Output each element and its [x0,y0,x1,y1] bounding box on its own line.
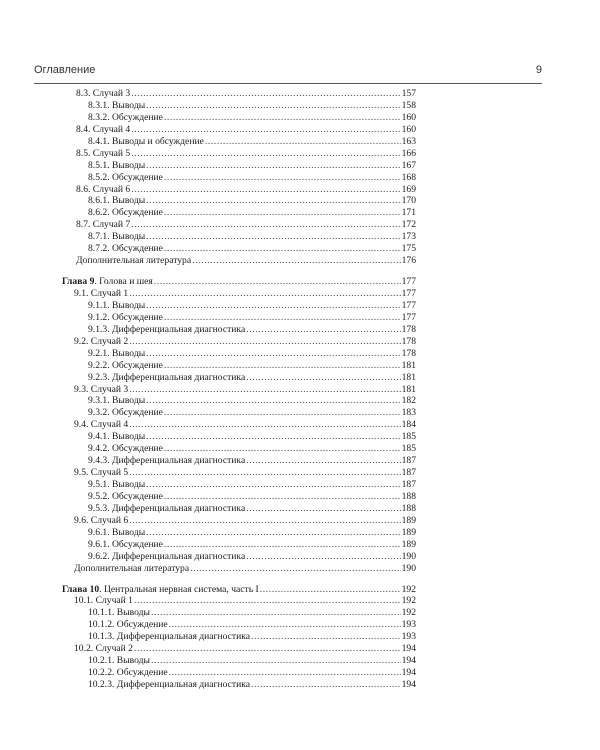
toc-entry[interactable] [62,312,416,324]
toc-entry-text: Дополнительная литература [76,255,192,267]
toc-page-number: 182 [401,395,416,407]
toc-page-number: 177 [401,311,416,323]
toc-page-number: 175 [401,243,416,255]
toc-entry[interactable] [62,407,416,419]
toc-entry-title [88,100,145,112]
dot-leader [164,443,401,455]
toc-entry-text: 8.5.1. Выводы [88,159,146,171]
toc-entry[interactable] [62,467,416,479]
toc-entry-text: 10.1.3. Дифференциальная диагностика [88,631,250,643]
toc-entry-text: 9.6.1. Выводы [88,526,146,538]
header-divider [34,83,542,84]
dot-leader [151,655,401,667]
dot-leader [164,112,401,124]
toc-entry-title [74,288,128,300]
toc-entry-text: 9.5.3. Дифференциальная диагностика [88,502,246,514]
toc-page-number: 190 [401,550,416,562]
toc-entry[interactable] [62,300,416,312]
toc-entry[interactable] [62,184,416,196]
toc-entry[interactable] [62,219,416,231]
toc-entry[interactable] [62,443,416,455]
page-number: 9 [535,64,542,76]
toc-entry-text: 9.5. Случай 5 [74,467,129,479]
dot-leader [146,479,400,491]
dot-leader [151,607,401,619]
toc-entry[interactable] [62,455,416,467]
toc-entry-text: 9.4.2. Обсуждение [88,443,163,455]
toc-entry[interactable] [62,243,416,255]
toc-entry[interactable] [62,631,416,643]
toc-page-number: 187 [401,479,416,490]
toc-page-number: 181 [401,359,416,371]
dot-leader [164,207,401,219]
toc-entry-title [74,563,189,575]
toc-entry-title [88,667,168,679]
toc-page-number: 188 [401,490,416,502]
toc-entry-text: 9.2.1. Выводы [88,347,146,359]
toc-entry-text: 9.3.1. Выводы [88,395,146,407]
dot-leader [246,551,400,563]
toc-entry-title [88,607,150,619]
toc-entry[interactable] [62,136,416,148]
toc-page-number: 189 [401,514,416,526]
toc-page-number: 194 [401,667,416,679]
toc-entry-text: 9.1.2. Обсуждение [88,311,163,323]
toc-chapter-entry[interactable] [62,584,416,596]
toc-entry[interactable] [62,503,416,515]
dot-leader [205,136,401,148]
table-of-contents [62,88,416,691]
toc-entry[interactable] [62,172,416,184]
toc-entry-title [88,136,204,148]
toc-entry[interactable] [62,607,416,619]
dot-leader [169,619,401,631]
toc-entry[interactable] [62,479,416,491]
toc-page-number: 193 [401,619,416,631]
toc-page-number: 166 [401,147,416,159]
toc-entry-text: 9.2.2. Обсуждение [88,359,163,371]
toc-entry-text: 9.3. Случай 3 [74,383,129,395]
toc-entry-title [88,300,145,312]
dot-leader [164,407,401,419]
dot-leader [129,515,400,527]
toc-page-number: 188 [401,502,416,514]
toc-entry-title [88,455,245,467]
running-header-title: Оглавление [34,64,96,76]
toc-entry-title [88,360,163,372]
toc-page-number: 192 [401,607,416,619]
dot-leader [131,124,400,136]
toc-entry-title [88,551,245,563]
toc-entry[interactable] [62,431,416,443]
toc-entry-title [88,631,250,643]
dot-leader [146,231,400,243]
toc-entry[interactable] [62,384,416,396]
dot-leader [164,539,401,551]
dot-leader [134,643,401,655]
toc-entry-title [88,491,163,503]
dot-leader [131,148,400,160]
toc-entry[interactable] [62,348,416,360]
toc-entry-text: 9.4. Случай 4 [74,419,129,431]
dot-leader [169,667,401,679]
toc-entry-text: 8.6.1. Выводы [88,195,146,207]
toc-entry-text: 9.2.3. Дифференциальная диагностика [88,371,246,383]
toc-entry-title [88,195,145,207]
dot-leader [134,595,401,607]
dot-leader [164,360,401,372]
toc-entry[interactable] [62,231,416,243]
dot-leader [192,255,400,267]
toc-entry[interactable] [62,112,416,124]
toc-entry[interactable] [62,563,416,575]
toc-page-number: 169 [401,183,416,195]
toc-entry-title [88,679,250,691]
toc-page-number: 168 [401,171,416,183]
toc-entry[interactable] [62,100,416,112]
toc-entry-text: 9.4.3. Дифференциальная диагностика [88,455,246,467]
toc-entry-text: 9.5.2. Обсуждение [88,490,163,502]
dot-leader [246,455,400,467]
toc-entry-title [76,219,130,231]
toc-entry-title [88,619,168,631]
dot-leader [146,300,400,312]
toc-entry-text: . Центральная нервная система, часть I [99,583,259,595]
toc-page-number: 192 [401,595,416,607]
toc-page-number: 193 [401,631,416,643]
toc-entry-title [88,112,163,124]
dot-leader [154,276,401,288]
toc-entry-title [62,276,153,288]
toc-page-number: 170 [401,195,416,207]
toc-entry-title [74,336,128,348]
toc-entry[interactable] [62,643,416,655]
dot-leader [246,324,400,336]
toc-entry-text: 10.1. Случай 1 [74,595,133,607]
toc-page-number: 178 [401,335,416,347]
toc-entry-text: 8.6.2. Обсуждение [88,207,163,219]
toc-entry-title [88,407,163,419]
toc-entry-text: 8.7.1. Выводы [88,231,146,243]
toc-entry[interactable] [62,195,416,207]
toc-entry[interactable] [62,515,416,527]
dot-leader [246,372,400,384]
dot-leader [146,160,400,172]
dot-leader [164,243,401,255]
dot-leader [131,219,400,231]
toc-page-number: 178 [401,323,416,335]
toc-entry-text: 8.6. Случай 6 [76,183,131,195]
toc-entry[interactable] [62,255,416,267]
chapter-spacer [62,575,416,584]
toc-entry-text: 8.4. Случай 4 [76,123,131,135]
toc-entry[interactable] [62,124,416,136]
dot-leader [251,631,401,643]
toc-entry-title [76,255,191,267]
toc-entry[interactable] [62,148,416,160]
toc-entry-text: 10.2.3. Дифференциальная диагностика [88,679,250,690]
toc-entry-text: Дополнительная литература [74,562,190,574]
chapter-label: Глава 9 [62,276,95,288]
toc-entry[interactable] [62,360,416,372]
toc-page-number: 157 [401,88,416,99]
toc-entry-title [88,539,163,551]
toc-page-number: 194 [401,643,416,655]
toc-page-number: 160 [401,111,416,123]
toc-entry-title [88,395,145,407]
toc-entry-title [88,160,145,172]
toc-entry-text: 8.7. Случай 7 [76,219,131,231]
toc-page-number: 189 [401,526,416,538]
toc-entry-text: 8.3.1. Выводы [88,99,146,111]
toc-entry-title [76,148,130,160]
toc-entry-text: 8.3. Случай 3 [76,88,131,99]
toc-entry[interactable] [62,679,416,691]
toc-entry-text: 9.1.1. Выводы [88,299,146,311]
toc-entry-title [88,503,245,515]
toc-page-number: 160 [401,123,416,135]
dot-leader [129,336,400,348]
toc-entry[interactable] [62,207,416,219]
toc-page-number: 171 [401,207,416,219]
toc-entry-text: 9.6.1. Обсуждение [88,538,163,550]
toc-page-number: 172 [401,219,416,231]
toc-entry-title [88,655,150,667]
toc-entry-text: 8.4.1. Выводы и обсуждение [88,135,204,147]
toc-entry-text: 9.3.2. Обсуждение [88,407,163,419]
toc-entry-text: 8.7.2. Обсуждение [88,243,163,255]
toc-chapter-entry[interactable] [62,276,416,288]
toc-page-number: 194 [401,679,416,690]
toc-page-number: 190 [401,562,416,574]
dot-leader [129,419,400,431]
toc-entry[interactable] [62,395,416,407]
dot-leader [190,563,400,575]
toc-page-number: 192 [401,583,416,595]
toc-entry[interactable] [62,336,416,348]
toc-entry[interactable] [62,539,416,551]
dot-leader [246,503,400,515]
toc-entry-title [88,348,145,360]
dot-leader [164,491,401,503]
toc-entry-title [88,231,145,243]
toc-entry-text: 10.2.2. Обсуждение [88,667,168,679]
toc-entry-title [88,324,245,336]
dot-leader [129,467,400,479]
toc-entry-text: 9.4.1. Выводы [88,431,146,443]
toc-page-number: 187 [401,467,416,479]
toc-entry-text: 10.1.2. Обсуждение [88,619,168,631]
dot-leader [146,348,400,360]
toc-entry-title [62,584,259,596]
toc-entry-title [76,124,130,136]
toc-entry-title [88,243,163,255]
dot-leader [260,584,401,596]
toc-entry-text: 9.6. Случай 6 [74,514,129,526]
toc-entry-text: 10.2.1. Выводы [88,655,150,667]
toc-entry[interactable] [62,619,416,631]
toc-entry-title [74,419,128,431]
dot-leader [164,172,401,184]
toc-page-number: 177 [401,299,416,311]
toc-entry-title [74,515,128,527]
dot-leader [129,288,400,300]
toc-page-number: 178 [401,347,416,359]
toc-entry-text: 10.1.1. Выводы [88,607,150,619]
toc-entry-title [74,467,128,479]
toc-entry-title [88,431,145,443]
running-header [34,64,542,82]
toc-page-number: 176 [401,255,416,267]
toc-entry[interactable] [62,288,416,300]
dot-leader [131,88,400,100]
toc-entry-title [76,184,130,196]
toc-page-number: 181 [401,371,416,383]
dot-leader [251,679,401,691]
dot-leader [146,395,400,407]
toc-entry-title [76,88,130,100]
toc-entry[interactable] [62,655,416,667]
toc-page-number: 183 [401,407,416,419]
toc-entry[interactable] [62,372,416,384]
toc-entry-text: 9.6.2. Дифференциальная диагностика [88,550,246,562]
toc-entry-text: 9.1. Случай 1 [74,288,129,299]
toc-page-number: 158 [401,99,416,111]
toc-entry-text: 10.2. Случай 2 [74,643,133,655]
toc-page-number: 184 [401,419,416,431]
toc-entry-title [88,479,145,491]
toc-page-number: 189 [401,538,416,550]
chapter-label: Глава 10 [62,583,100,595]
toc-entry[interactable] [62,595,416,607]
toc-entry[interactable] [62,527,416,539]
toc-page-number: 173 [401,231,416,243]
dot-leader [146,100,400,112]
toc-entry[interactable] [62,491,416,503]
dot-leader [146,431,400,443]
toc-page-number: 181 [401,383,416,395]
toc-page-number: 194 [401,655,416,667]
toc-entry-title [88,312,163,324]
toc-entry[interactable] [62,160,416,172]
dot-leader [129,384,400,396]
dot-leader [146,527,400,539]
dot-leader [164,312,401,324]
toc-page-number: 163 [401,135,416,147]
toc-entry[interactable] [62,551,416,563]
toc-entry[interactable] [62,667,416,679]
toc-entry-title [88,443,163,455]
dot-leader [131,184,400,196]
toc-entry-title [74,643,133,655]
toc-entry-title [88,207,163,219]
toc-entry-title [88,172,163,184]
chapter-spacer [62,267,416,276]
toc-page-number: 185 [401,443,416,455]
toc-entry[interactable] [62,88,416,100]
dot-leader [146,195,400,207]
toc-page-number: 177 [401,288,416,299]
toc-entry-text: 8.5.2. Обсуждение [88,171,163,183]
toc-entry-title [74,384,128,396]
toc-page-number: 177 [401,276,416,288]
toc-entry-title [88,527,145,539]
toc-page-number: 185 [401,431,416,443]
toc-entry-title [88,372,245,384]
toc-entry-text: 9.1.3. Дифференциальная диагностика [88,323,246,335]
toc-page-number: 167 [401,159,416,171]
toc-entry-text: 8.3.2. Обсуждение [88,111,163,123]
toc-entry[interactable] [62,324,416,336]
toc-entry-text: . Голова и шея [94,276,153,288]
toc-page-number: 187 [401,455,416,467]
toc-entry-title [74,595,133,607]
toc-entry[interactable] [62,419,416,431]
toc-entry-text: 9.5.1. Выводы [88,479,146,490]
toc-entry-text: 9.2. Случай 2 [74,335,129,347]
toc-entry-text: 8.5. Случай 5 [76,147,131,159]
